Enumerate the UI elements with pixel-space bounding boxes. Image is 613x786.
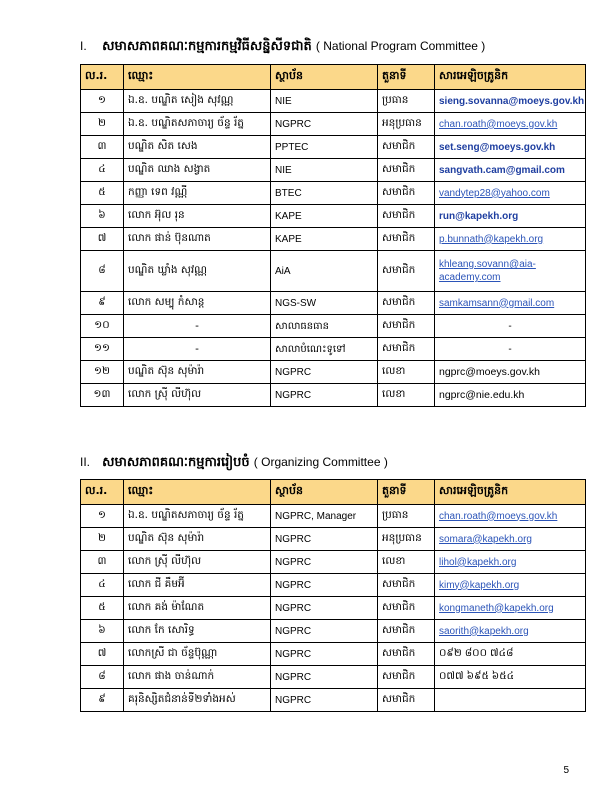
header-no: ល.រ.: [81, 65, 124, 90]
email-cell[interactable]: p.bunnath@kapekh.org: [435, 228, 586, 251]
institution-cell: NGPRC: [271, 643, 378, 666]
member-name-cell: គរុនិស្សិតជំនាន់ទី២ទាំងអស់: [124, 689, 271, 712]
role-cell: សមាជិក: [378, 620, 435, 643]
row-number-cell: ១: [81, 90, 124, 113]
role-cell: លេខា: [378, 551, 435, 574]
email-cell[interactable]: somara@kapekh.org: [435, 528, 586, 551]
institution-cell: KAPE: [271, 205, 378, 228]
email-cell: [435, 689, 586, 712]
role-cell: សមាជិក: [378, 689, 435, 712]
member-name-cell: លោក កែ សោរិទ្ធ: [124, 620, 271, 643]
table-row: [81, 228, 586, 251]
institution-cell: NGPRC: [271, 620, 378, 643]
role-cell: សមាជិក: [378, 643, 435, 666]
email-cell: run@kapekh.org: [435, 205, 586, 228]
table-row: [81, 90, 586, 113]
member-name-cell: លោក ជី គឹមអ៊ី: [124, 574, 271, 597]
member-name-cell: ឯ.ឧ. បណ្ឌិត សៀង សុវណ្ណ: [124, 90, 271, 113]
member-name-cell: កញ្ញា ទេព វណ្ណី: [124, 182, 271, 205]
table-header-row: [81, 480, 586, 505]
row-number-cell: ១១: [81, 338, 124, 361]
email-cell[interactable]: saorith@kapekh.org: [435, 620, 586, 643]
role-cell: លេខា: [378, 361, 435, 384]
row-number-cell: ៩: [81, 689, 124, 712]
role-cell: សមាជិក: [378, 666, 435, 689]
organizing-committee-table: [80, 479, 586, 712]
table-row: [81, 620, 586, 643]
institution-cell: NGS-SW: [271, 292, 378, 315]
table-row: [81, 159, 586, 182]
table-row: [81, 338, 586, 361]
row-number-cell: ៤: [81, 159, 124, 182]
header-institution: ស្ថាប័ន: [271, 480, 378, 505]
member-name-cell: លោក សម្បុ កំសាន្ត: [124, 292, 271, 315]
email-cell[interactable]: vandytep28@yahoo.com: [435, 182, 586, 205]
role-cell: សមាជិក: [378, 292, 435, 315]
institution-cell: NIE: [271, 159, 378, 182]
role-cell: អនុប្រធាន: [378, 113, 435, 136]
email-cell: ngprc@moeys.gov.kh: [435, 361, 586, 384]
row-number-cell: ២: [81, 528, 124, 551]
section-title-kh: សមាសភាពគណៈកម្មការរៀបចំ: [102, 455, 250, 470]
header-role: តួនាទី: [378, 480, 435, 505]
institution-cell: NGPRC: [271, 551, 378, 574]
row-number-cell: ១០: [81, 315, 124, 338]
email-cell[interactable]: [435, 251, 586, 292]
role-cell: សមាជិក: [378, 182, 435, 205]
header-email: សារអេឡិចត្រូនិក: [435, 65, 586, 90]
member-name-cell: លោក ស្រ៊ី លីហ៊ុល: [124, 384, 271, 407]
institution-cell: PPTEC: [271, 136, 378, 159]
role-cell: ប្រធាន: [378, 90, 435, 113]
institution-cell: NGPRC: [271, 689, 378, 712]
email-cell[interactable]: samkamsann@gmail.com: [435, 292, 586, 315]
national-program-committee-table: [80, 64, 586, 407]
section-heading-organizing: [80, 454, 590, 473]
email-cell: ngprc@nie.edu.kh: [435, 384, 586, 407]
institution-cell: NGPRC: [271, 384, 378, 407]
table-row: [81, 666, 586, 689]
role-cell: សមាជិក: [378, 159, 435, 182]
role-cell: អនុប្រធាន: [378, 528, 435, 551]
row-number-cell: ៧: [81, 228, 124, 251]
institution-cell: AiA: [271, 251, 378, 292]
email-cell: ០៩២ ៨០០ ៧៤៨: [435, 643, 586, 666]
member-name-cell: បណ្ឌិត ឃ្លាំង សុវណ្ណ: [124, 251, 271, 292]
table-row: [81, 689, 586, 712]
member-name-cell: -: [124, 338, 271, 361]
table-row: [81, 384, 586, 407]
email-cell: -: [435, 338, 586, 361]
header-role: តួនាទី: [378, 65, 435, 90]
email-cell: ០៧៧ ៦៩៥ ៦៥៤: [435, 666, 586, 689]
role-cell: សមាជិក: [378, 251, 435, 292]
role-cell: សមាជិក: [378, 338, 435, 361]
email-cell[interactable]: kongmaneth@kapekh.org: [435, 597, 586, 620]
header-name: ឈ្មោះ: [124, 480, 271, 505]
role-cell: សមាជិក: [378, 205, 435, 228]
email-cell: -: [435, 315, 586, 338]
table-header-row: [81, 65, 586, 90]
role-cell: សមាជិក: [378, 574, 435, 597]
row-number-cell: ៩: [81, 292, 124, 315]
header-no: ល.រ.: [81, 480, 124, 505]
email-cell: sangvath.cam@gmail.com: [435, 159, 586, 182]
email-cell: sieng.sovanna@moeys.gov.kh: [435, 90, 586, 113]
header-institution: ស្ថាប័ន: [271, 65, 378, 90]
member-name-cell: បណ្ឌិត ឈាង សង្វាត: [124, 159, 271, 182]
section-number: II.: [80, 455, 91, 469]
table-row: [81, 643, 586, 666]
table-row: [81, 597, 586, 620]
member-name-cell: លោក ផាន់ ប៊ុនណាត: [124, 228, 271, 251]
row-number-cell: ៤: [81, 574, 124, 597]
section-heading-national: [80, 38, 590, 57]
institution-cell: KAPE: [271, 228, 378, 251]
institution-cell: NGPRC: [271, 113, 378, 136]
table-row: [81, 251, 586, 292]
member-name-cell: លោកស្រី ជា ច័ន្ទប៊ុណ្ណា: [124, 643, 271, 666]
member-name-cell: លោក អ៊ុល រុន: [124, 205, 271, 228]
section-title-kh: សមាសភាពគណៈកម្មការកម្មវិធីសន្និសីទជាតិ: [102, 39, 312, 54]
table-row: [81, 505, 586, 528]
section-title-en: ( Organizing Committee ): [253, 455, 388, 469]
row-number-cell: ២: [81, 113, 124, 136]
table-row: [81, 551, 586, 574]
table-row: [81, 315, 586, 338]
institution-cell: BTEC: [271, 182, 378, 205]
institution-cell: NIE: [271, 90, 378, 113]
row-number-cell: ៣: [81, 551, 124, 574]
table-row: [81, 182, 586, 205]
member-name-cell: ឯ.ឧ. បណ្ឌិតសភាចារ្យ ច័ន្ទ រ័ត្ន: [124, 113, 271, 136]
email-cell[interactable]: chan.roath@moeys.gov.kh: [435, 505, 586, 528]
role-cell: សមាជិក: [378, 597, 435, 620]
institution-cell: NGPRC, Manager: [271, 505, 378, 528]
role-cell: សមាជិក: [378, 228, 435, 251]
email-cell[interactable]: kimy@kapekh.org: [435, 574, 586, 597]
row-number-cell: ៥: [81, 182, 124, 205]
table-row: [81, 113, 586, 136]
institution-cell: NGPRC: [271, 361, 378, 384]
section-title-en: ( National Program Committee ): [315, 39, 486, 53]
row-number-cell: ១២: [81, 361, 124, 384]
member-name-cell: បណ្ឌិត ស៊ុន សុម៉ារ៉ា: [124, 528, 271, 551]
email-cell[interactable]: lihol@kapekh.org: [435, 551, 586, 574]
role-cell: ប្រធាន: [378, 505, 435, 528]
member-name-cell: លោក ផាង ចាន់ណាក់: [124, 666, 271, 689]
member-name-cell: លោក ស្រ៊ី លីហ៊ុល: [124, 551, 271, 574]
section-number: I.: [80, 39, 87, 53]
row-number-cell: ៦: [81, 620, 124, 643]
row-number-cell: ១៣: [81, 384, 124, 407]
role-cell: សមាជិក: [378, 315, 435, 338]
header-name: ឈ្មោះ: [124, 65, 271, 90]
row-number-cell: ៦: [81, 205, 124, 228]
row-number-cell: ៨: [81, 666, 124, 689]
role-cell: លេខា: [378, 384, 435, 407]
email-text[interactable]: khleang.sovann@aia-academy.com: [439, 259, 536, 283]
row-number-cell: ៨: [81, 251, 124, 292]
institution-cell: NGPRC: [271, 597, 378, 620]
row-number-cell: ១: [81, 505, 124, 528]
institution-cell: សាលាធនធាន: [271, 315, 378, 338]
member-name-cell: បណ្ឌិត ស៊ុន សុម៉ារ៉ា: [124, 361, 271, 384]
table-row: [81, 574, 586, 597]
institution-cell: NGPRC: [271, 528, 378, 551]
member-name-cell: បណ្ឌិត សិត សេង: [124, 136, 271, 159]
role-cell: សមាជិក: [378, 136, 435, 159]
email-cell: set.seng@moeys.gov.kh: [435, 136, 586, 159]
institution-cell: NGPRC: [271, 574, 378, 597]
institution-cell: សាលាបំណេះទូទៅ: [271, 338, 378, 361]
row-number-cell: ៣: [81, 136, 124, 159]
institution-cell: NGPRC: [271, 666, 378, 689]
member-name-cell: -: [124, 315, 271, 338]
member-name-cell: លោក គង់ ម៉ាណែត: [124, 597, 271, 620]
header-email: សារអេឡិចត្រូនិក: [435, 480, 586, 505]
table-row: [81, 361, 586, 384]
row-number-cell: ៥: [81, 597, 124, 620]
table-row: [81, 136, 586, 159]
member-name-cell: ឯ.ឧ. បណ្ឌិតសភាចារ្យ ច័ន្ទ រ័ត្ន: [124, 505, 271, 528]
email-cell[interactable]: chan.roath@moeys.gov.kh: [435, 113, 586, 136]
row-number-cell: ៧: [81, 643, 124, 666]
page-number: 5: [563, 765, 569, 776]
table-row: [81, 528, 586, 551]
table-row: [81, 205, 586, 228]
table-row: [81, 292, 586, 315]
